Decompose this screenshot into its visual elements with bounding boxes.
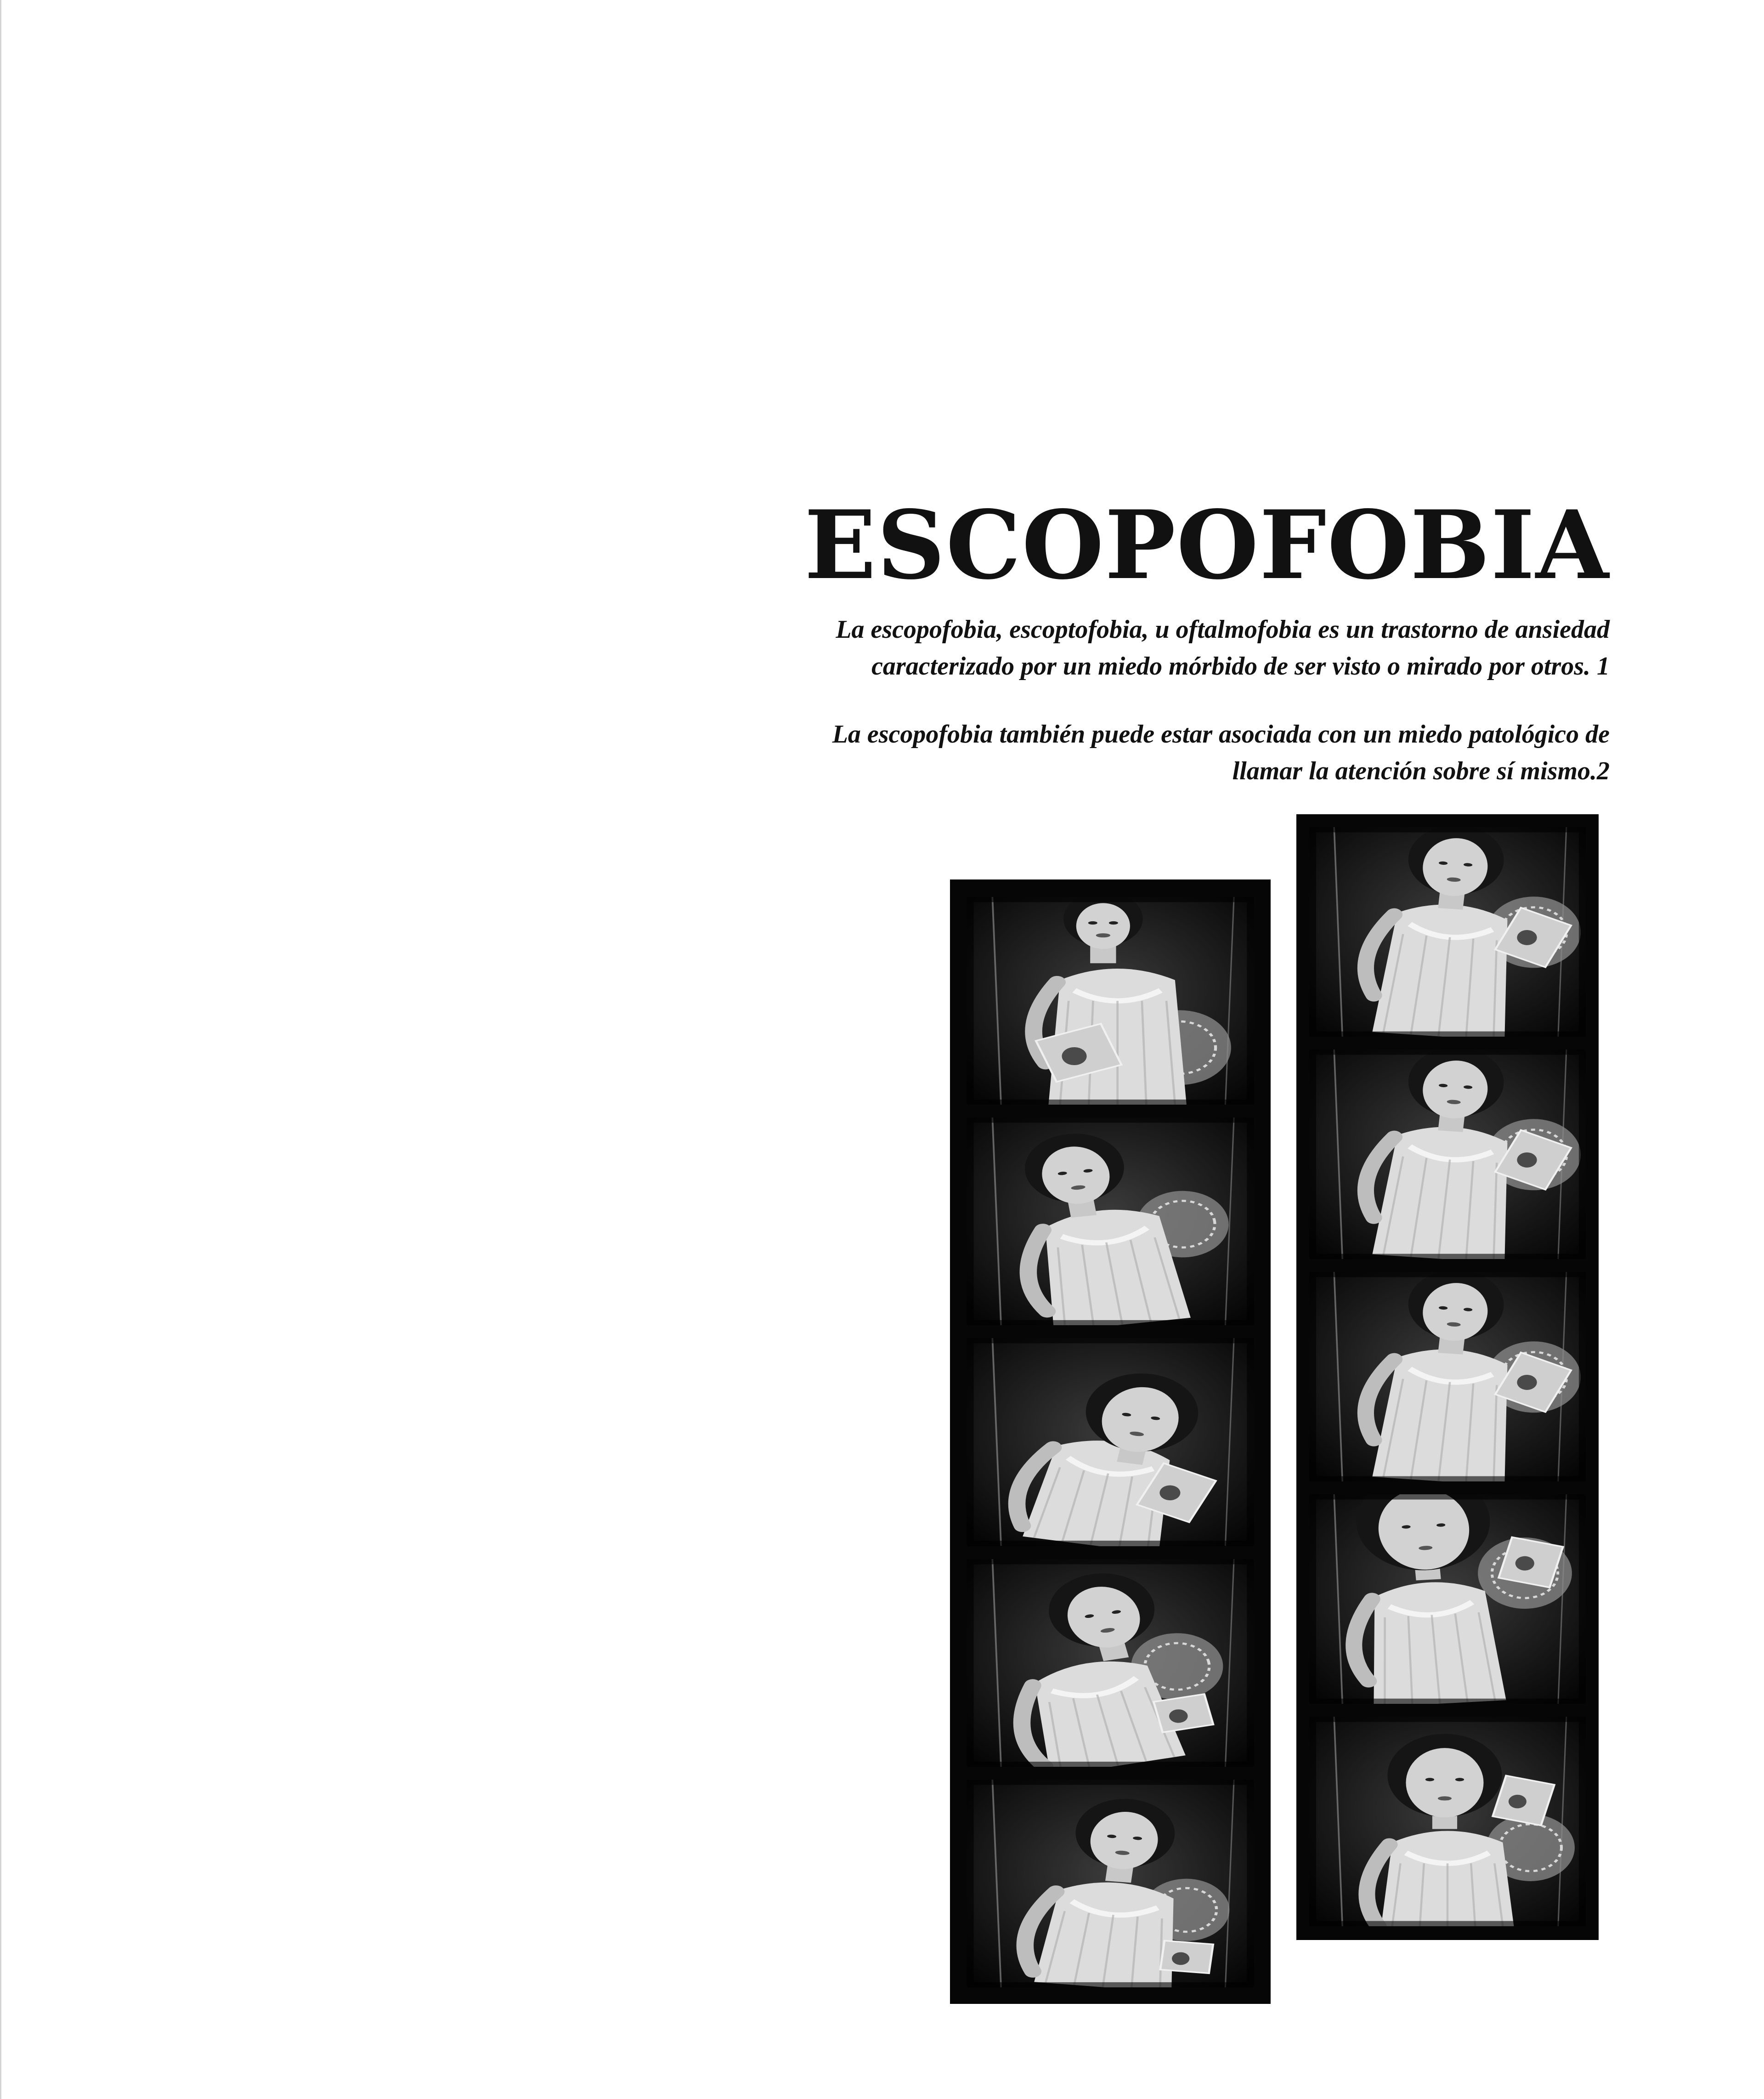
photo-strip-right-frames [1309,827,1586,1926]
association-line-2: llamar la atención sobre sí mismo.2 [1232,757,1610,785]
photo-frame [1309,1272,1586,1481]
photo-frame [1309,1494,1586,1704]
page-edge-line [0,0,1,2099]
photo-frame [1309,1050,1586,1259]
photo-frame [967,897,1254,1105]
definition-line-1: La escopofobia, escoptofobia, u oftalmofobia es un trastorno de ansiedad [836,615,1610,644]
photo-strip-left [950,879,1271,2004]
photo-frame [967,1780,1254,1987]
photo-frame [967,1559,1254,1767]
photo-strip-left-frames [967,897,1254,1987]
photo-frame [1309,1717,1586,1926]
photo-frame [967,1118,1254,1325]
definition-paragraph [836,611,1610,685]
page-title: ESCOPOFOBIA [804,490,1610,601]
photo-frame [967,1338,1254,1546]
definition-line-2: caracterizado por un miedo mórbido de ser visto o mirado por otros. 1 [871,652,1610,681]
association-paragraph [832,716,1610,789]
photo-strip-right [1296,814,1599,1940]
association-line-1: La escopofobia también puede estar asociada con un miedo patológico de [832,720,1610,749]
photo-frame [1309,827,1586,1037]
